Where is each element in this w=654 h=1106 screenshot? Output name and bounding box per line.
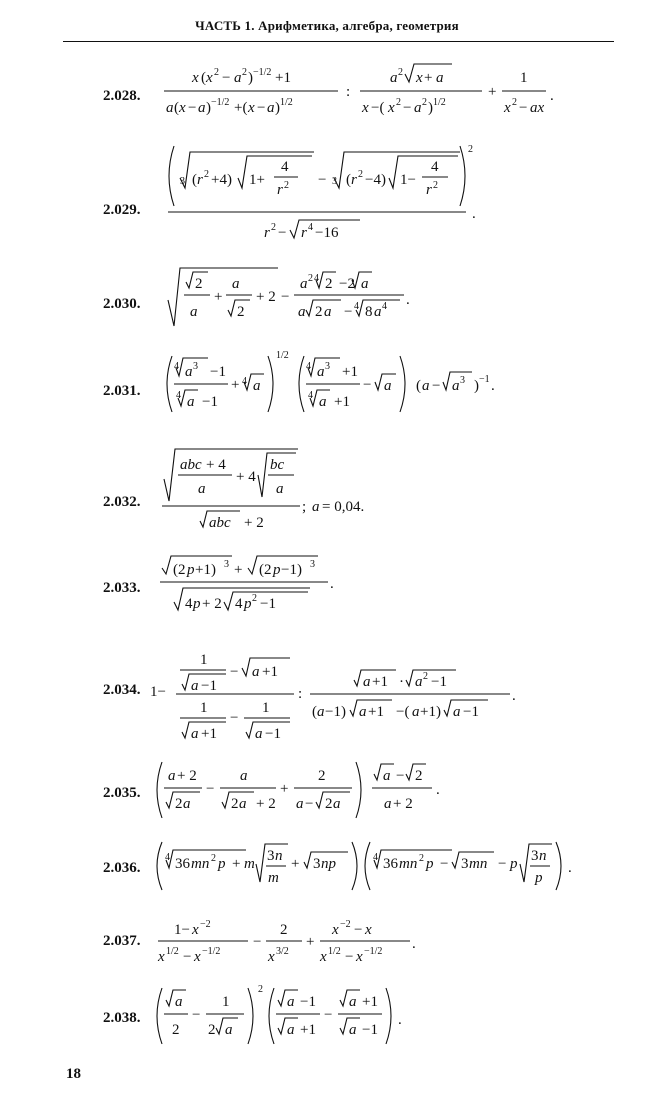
svg-text:a: a <box>333 796 341 812</box>
svg-text:a: a <box>390 70 398 86</box>
svg-text:−1: −1 <box>202 394 218 410</box>
svg-text:+: + <box>214 289 223 305</box>
svg-text:2: 2 <box>415 768 423 784</box>
svg-text:2: 2 <box>208 1022 216 1038</box>
svg-text:r: r <box>301 225 307 241</box>
svg-text:2: 2 <box>211 853 216 864</box>
svg-text:+ 2: + 2 <box>202 596 222 612</box>
svg-text:(: ( <box>192 172 197 188</box>
svg-text:1: 1 <box>222 994 230 1010</box>
svg-text:a: a <box>319 394 327 410</box>
svg-text:): ) <box>206 100 211 116</box>
svg-text:a: a <box>312 499 320 515</box>
svg-text:a: a <box>287 1022 295 1038</box>
svg-text:n: n <box>539 848 547 864</box>
svg-text:a: a <box>276 481 284 497</box>
svg-text:4: 4 <box>354 301 359 312</box>
problem-number: 2.031. <box>103 383 141 399</box>
svg-text:−1): −1) <box>281 562 302 578</box>
svg-text:2: 2 <box>422 97 427 108</box>
svg-text:.: . <box>330 576 334 592</box>
svg-text:a: a <box>363 674 371 690</box>
svg-text:−2: −2 <box>200 919 211 930</box>
svg-text:x: x <box>356 949 363 965</box>
svg-text:−1: −1 <box>201 678 217 694</box>
svg-text:x: x <box>192 70 199 86</box>
svg-text:−: − <box>257 100 266 116</box>
svg-text:2: 2 <box>242 67 247 78</box>
problem-number: 2.037. <box>103 933 141 949</box>
svg-text:2: 2 <box>204 169 209 180</box>
svg-text:a: a <box>175 994 183 1010</box>
svg-text:2: 2 <box>318 768 326 784</box>
svg-text:−: − <box>305 796 314 812</box>
svg-text:+: + <box>488 84 497 100</box>
svg-text:;: ; <box>302 499 307 515</box>
svg-text:1: 1 <box>200 700 208 716</box>
svg-text:+: + <box>306 934 315 950</box>
svg-text:x: x <box>504 100 511 116</box>
svg-text:2: 2 <box>433 180 438 191</box>
svg-text:a: a <box>384 796 392 812</box>
svg-text:1−: 1− <box>150 684 166 700</box>
svg-text:2: 2 <box>237 304 245 320</box>
svg-text:a: a <box>324 304 332 320</box>
svg-text:x: x <box>365 922 372 938</box>
svg-text:+4): +4) <box>211 172 232 188</box>
svg-text:+ 2: + 2 <box>256 289 276 305</box>
svg-text:a: a <box>232 276 240 292</box>
svg-text:a: a <box>198 100 206 116</box>
svg-text:2: 2 <box>358 169 363 180</box>
svg-text:−1/2: −1/2 <box>211 97 230 108</box>
svg-text:m: m <box>268 870 279 886</box>
svg-text:−1: −1 <box>463 704 479 720</box>
svg-text:a: a <box>191 678 199 694</box>
svg-text:+: + <box>232 856 241 872</box>
svg-text:m: m <box>244 856 255 872</box>
svg-text:x: x <box>179 100 186 116</box>
svg-text:−: − <box>403 100 412 116</box>
svg-text:−: − <box>253 934 262 950</box>
svg-text:2: 2 <box>308 273 313 284</box>
svg-text:4: 4 <box>242 376 247 387</box>
svg-text:p: p <box>244 596 252 612</box>
svg-text:−1/2: −1/2 <box>364 946 383 957</box>
svg-text:+ 2: + 2 <box>256 796 276 812</box>
svg-text:−(: −( <box>396 704 410 720</box>
svg-text:abc: abc <box>180 457 202 473</box>
svg-text:p: p <box>426 856 434 872</box>
svg-text:−1: −1 <box>265 726 281 742</box>
svg-text:r: r <box>426 182 432 198</box>
svg-text:4: 4 <box>382 301 387 312</box>
svg-text:(: ( <box>416 378 421 394</box>
svg-text:a: a <box>239 796 247 812</box>
problem-number: 2.029. <box>103 202 141 218</box>
svg-text:−(: −( <box>371 100 385 116</box>
svg-text:+1: +1 <box>300 1022 316 1038</box>
svg-text:2: 2 <box>172 1022 180 1038</box>
svg-text:+: + <box>231 377 240 393</box>
svg-text:−: − <box>396 768 405 784</box>
svg-text:−: − <box>318 172 327 188</box>
svg-text:3: 3 <box>332 176 337 187</box>
svg-text:3: 3 <box>267 848 275 864</box>
svg-text:−: − <box>498 856 507 872</box>
svg-text:−: − <box>188 100 197 116</box>
svg-text:p: p <box>273 562 281 578</box>
svg-text:2: 2 <box>271 222 276 233</box>
formula <box>152 758 462 824</box>
svg-text:2: 2 <box>175 796 183 812</box>
svg-text:x: x <box>362 100 369 116</box>
svg-text:x: x <box>320 949 327 965</box>
svg-text:(: ( <box>174 100 179 116</box>
problem-number: 2.032. <box>103 494 141 510</box>
svg-text:ax: ax <box>530 100 545 116</box>
svg-text:+: + <box>234 562 243 578</box>
svg-text:a: a <box>168 768 176 784</box>
formula <box>160 350 540 422</box>
svg-text:1−: 1− <box>174 922 190 938</box>
svg-text:bc: bc <box>270 457 285 473</box>
svg-text:−: − <box>519 100 528 116</box>
svg-text:1: 1 <box>200 652 208 668</box>
svg-text:mn: mn <box>191 856 210 872</box>
svg-text:.: . <box>568 860 572 876</box>
problem-number: 2.033. <box>103 580 141 596</box>
svg-text:r: r <box>264 225 270 241</box>
svg-text:+: + <box>280 781 289 797</box>
svg-text:a: a <box>415 674 423 690</box>
svg-text:+(: +( <box>234 100 248 116</box>
svg-text:.: . <box>472 206 476 222</box>
svg-text:np: np <box>321 856 336 872</box>
svg-text:2: 2 <box>419 853 424 864</box>
svg-text:36: 36 <box>383 856 398 872</box>
formula <box>152 838 612 898</box>
svg-text:2: 2 <box>325 796 333 812</box>
svg-text:mn: mn <box>399 856 418 872</box>
svg-text:p: p <box>218 856 226 872</box>
svg-text:mn: mn <box>469 856 488 872</box>
svg-text:): ) <box>474 378 479 394</box>
svg-text:−: − <box>354 922 363 938</box>
svg-text:p: p <box>193 596 201 612</box>
svg-text:1: 1 <box>262 700 270 716</box>
svg-text:8: 8 <box>365 304 373 320</box>
svg-text:x: x <box>388 100 395 116</box>
svg-text:+ 2: + 2 <box>393 796 413 812</box>
svg-text:2: 2 <box>396 97 401 108</box>
svg-text:2: 2 <box>398 67 403 78</box>
svg-text:r: r <box>277 182 283 198</box>
svg-text:4: 4 <box>306 361 311 372</box>
svg-text:3: 3 <box>180 176 185 187</box>
svg-text:−1: −1 <box>362 1022 378 1038</box>
svg-text:36: 36 <box>175 856 190 872</box>
svg-text:−: − <box>281 289 290 305</box>
svg-text:2: 2 <box>252 593 257 604</box>
problem-number: 2.034. <box>103 682 141 698</box>
svg-text:2: 2 <box>468 144 473 155</box>
svg-text:a: a <box>452 378 460 394</box>
svg-text:r: r <box>351 172 357 188</box>
svg-text:2: 2 <box>315 304 323 320</box>
svg-text:a: a <box>317 364 325 380</box>
formula <box>150 650 540 750</box>
svg-text:2: 2 <box>214 67 219 78</box>
svg-text:.: . <box>512 688 516 704</box>
svg-text:a: a <box>359 704 367 720</box>
svg-text:a: a <box>361 276 369 292</box>
svg-text:4: 4 <box>185 596 193 612</box>
svg-text:+1): +1) <box>420 704 441 720</box>
svg-text:(: ( <box>201 70 206 86</box>
svg-text:x: x <box>416 70 423 86</box>
svg-text:+1: +1 <box>368 704 384 720</box>
svg-text:.: . <box>412 936 416 952</box>
problem-number: 2.028. <box>103 88 141 104</box>
svg-text:3: 3 <box>461 856 469 872</box>
svg-text:−1/2: −1/2 <box>202 946 221 957</box>
svg-text:n: n <box>275 848 283 864</box>
svg-text:3: 3 <box>325 361 330 372</box>
svg-text:+1: +1 <box>262 664 278 680</box>
svg-text:−1: −1 <box>300 994 316 1010</box>
svg-text:a: a <box>349 1022 357 1038</box>
svg-text:a: a <box>374 304 382 320</box>
svg-text:x: x <box>158 949 165 965</box>
svg-text:a: a <box>190 304 198 320</box>
svg-text:·: · <box>399 674 404 690</box>
svg-text:a: a <box>298 304 306 320</box>
svg-text:−: − <box>183 949 192 965</box>
svg-text:+: + <box>291 856 300 872</box>
svg-text:a: a <box>296 796 304 812</box>
svg-text:1/2: 1/2 <box>433 97 446 108</box>
svg-text:−: − <box>206 781 215 797</box>
svg-text:4: 4 <box>314 273 319 284</box>
svg-text:.: . <box>436 782 440 798</box>
svg-text:4: 4 <box>165 852 170 863</box>
svg-text:.: . <box>406 292 410 308</box>
svg-text:+1: +1 <box>372 674 388 690</box>
formula <box>156 914 436 970</box>
svg-text:2: 2 <box>231 796 239 812</box>
svg-text:a: a <box>384 378 392 394</box>
svg-text:): ) <box>428 100 433 116</box>
svg-text:+1: +1 <box>201 726 217 742</box>
svg-text:−: − <box>222 70 231 86</box>
svg-text:a: a <box>349 994 357 1010</box>
svg-text:−: − <box>324 1007 333 1023</box>
svg-text:−1: −1 <box>431 674 447 690</box>
svg-text:+ 4: + 4 <box>236 469 256 485</box>
svg-text:−: − <box>344 304 353 320</box>
svg-text:p: p <box>510 856 518 872</box>
svg-text:(2: (2 <box>173 562 186 578</box>
svg-text:4: 4 <box>431 159 439 175</box>
svg-text:+ 2: + 2 <box>244 515 264 531</box>
problem-number: 2.036. <box>103 860 141 876</box>
svg-text:4: 4 <box>373 852 378 863</box>
svg-text:a: a <box>414 100 422 116</box>
svg-text:a: a <box>198 481 206 497</box>
svg-text:2: 2 <box>423 671 428 682</box>
formula <box>166 266 426 336</box>
svg-text:a: a <box>252 664 260 680</box>
svg-text:x: x <box>194 949 201 965</box>
svg-text:4: 4 <box>174 361 179 372</box>
svg-text:3/2: 3/2 <box>276 946 289 957</box>
svg-text:a: a <box>267 100 275 116</box>
formula <box>152 984 442 1050</box>
problem-number: 2.035. <box>103 785 141 801</box>
svg-text:a: a <box>317 704 325 720</box>
svg-text:a: a <box>300 276 308 292</box>
svg-text:a: a <box>422 378 430 394</box>
svg-text:= 0,04.: = 0,04. <box>322 499 365 515</box>
svg-text:a: a <box>225 1022 233 1038</box>
svg-text:+1: +1 <box>342 364 358 380</box>
svg-text:−: − <box>345 949 354 965</box>
svg-text:3: 3 <box>313 856 321 872</box>
svg-text:+1): +1) <box>195 562 216 578</box>
svg-text:x: x <box>268 949 275 965</box>
header-rule <box>63 41 614 42</box>
svg-text:x: x <box>332 922 339 938</box>
svg-text:a: a <box>183 796 191 812</box>
svg-text:−1: −1 <box>479 374 490 385</box>
svg-text:−: − <box>278 225 287 241</box>
svg-text:a: a <box>240 768 248 784</box>
svg-text:a: a <box>166 100 174 116</box>
svg-text:a: a <box>253 378 261 394</box>
svg-text:p: p <box>187 562 195 578</box>
svg-text:a: a <box>383 768 391 784</box>
svg-text:x: x <box>248 100 255 116</box>
svg-text:−: − <box>432 378 441 394</box>
svg-text:(: ( <box>312 704 317 720</box>
svg-text:4: 4 <box>308 222 313 233</box>
svg-text:2: 2 <box>280 922 288 938</box>
problem-number: 2.030. <box>103 296 141 312</box>
svg-text:): ) <box>275 100 280 116</box>
formula <box>160 445 400 535</box>
svg-text:x: x <box>206 70 213 86</box>
svg-text:2: 2 <box>284 180 289 191</box>
formula <box>162 60 572 130</box>
svg-text:−1: −1 <box>210 364 226 380</box>
svg-text:−4): −4) <box>365 172 386 188</box>
svg-text:1+: 1+ <box>249 172 265 188</box>
svg-text:−16: −16 <box>315 225 339 241</box>
svg-text:(2: (2 <box>259 562 272 578</box>
svg-text:3: 3 <box>460 375 465 386</box>
formula <box>160 552 360 622</box>
svg-text:4: 4 <box>308 390 313 401</box>
svg-text:−1: −1 <box>260 596 276 612</box>
svg-text:a: a <box>191 726 199 742</box>
svg-text:abc: abc <box>209 515 231 531</box>
svg-text:3: 3 <box>224 559 229 570</box>
svg-text:4: 4 <box>235 596 243 612</box>
svg-text:−2: −2 <box>339 276 355 292</box>
svg-text:+1: +1 <box>362 994 378 1010</box>
svg-text:a: a <box>453 704 461 720</box>
svg-text:4: 4 <box>281 159 289 175</box>
svg-text:+: + <box>424 70 433 86</box>
svg-text:−: − <box>440 856 449 872</box>
svg-text:(: ( <box>346 172 351 188</box>
svg-text:1/2: 1/2 <box>166 946 179 957</box>
svg-text:2: 2 <box>325 276 333 292</box>
svg-text:r: r <box>197 172 203 188</box>
svg-text:+1: +1 <box>275 70 291 86</box>
svg-text:4: 4 <box>176 390 181 401</box>
svg-text:−: − <box>230 710 239 726</box>
svg-text:−1/2: −1/2 <box>253 67 272 78</box>
svg-text:−1): −1) <box>325 704 346 720</box>
svg-text::: : <box>346 84 351 100</box>
svg-text:a: a <box>412 704 420 720</box>
svg-text:1/2: 1/2 <box>328 946 341 957</box>
svg-text:p: p <box>535 870 543 886</box>
svg-text:.: . <box>491 378 495 394</box>
svg-text:3: 3 <box>531 848 539 864</box>
svg-text:1/2: 1/2 <box>276 350 289 361</box>
svg-text:1−: 1− <box>400 172 416 188</box>
svg-text:2: 2 <box>512 97 517 108</box>
svg-text:+ 4: + 4 <box>206 457 226 473</box>
svg-text:3: 3 <box>310 559 315 570</box>
svg-text:+1: +1 <box>334 394 350 410</box>
svg-text:): ) <box>248 70 253 86</box>
svg-text:a: a <box>185 364 193 380</box>
problem-number: 2.038. <box>103 1010 141 1026</box>
running-header: ЧАСТЬ 1. Арифметика, алгебра, геометрия <box>195 18 459 33</box>
svg-text:x: x <box>192 922 199 938</box>
svg-text:3: 3 <box>193 361 198 372</box>
svg-text:a: a <box>234 70 242 86</box>
svg-text:.: . <box>550 88 554 104</box>
svg-text:a: a <box>255 726 263 742</box>
svg-text:a: a <box>287 994 295 1010</box>
svg-text::: : <box>298 686 303 702</box>
svg-text:−2: −2 <box>340 919 351 930</box>
svg-text:−: − <box>363 377 372 393</box>
svg-text:.: . <box>398 1012 402 1028</box>
svg-text:2: 2 <box>195 276 203 292</box>
svg-text:1: 1 <box>520 70 528 86</box>
svg-text:+ 2: + 2 <box>177 768 197 784</box>
svg-text:1/2: 1/2 <box>280 97 293 108</box>
svg-text:a: a <box>436 70 444 86</box>
svg-text:a: a <box>187 394 195 410</box>
formula <box>160 140 490 248</box>
svg-text:−: − <box>230 664 239 680</box>
svg-text:2: 2 <box>258 984 263 995</box>
page-number: 18 <box>66 1066 81 1082</box>
svg-text:−: − <box>192 1007 201 1023</box>
